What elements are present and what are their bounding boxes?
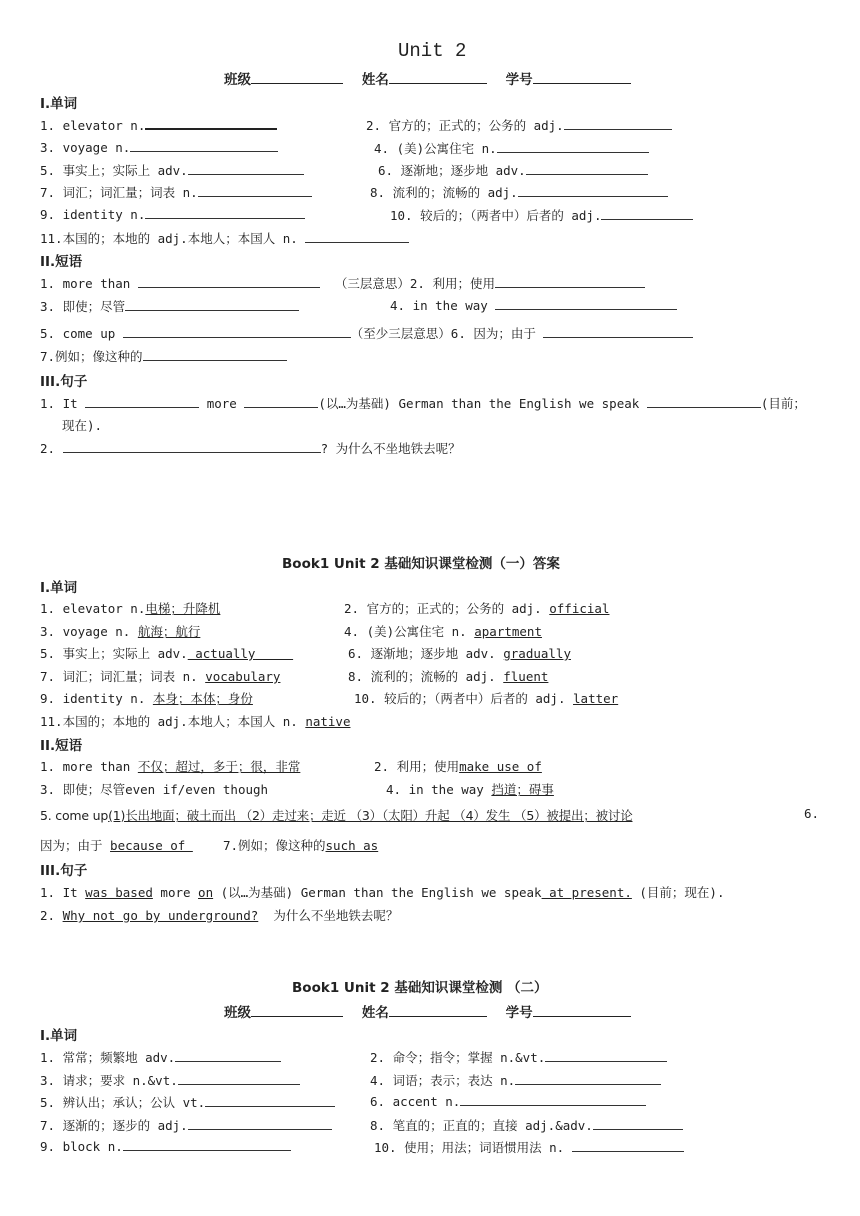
answer-vocab-10 (354, 689, 618, 707)
vocab-prompt: 10. 使用；用法；词语惯用法 n. (374, 1140, 565, 1155)
phrase-prompt: 7.例如；像这种的 (40, 349, 143, 364)
name-field[interactable] (389, 69, 487, 84)
answer-blank[interactable] (244, 395, 318, 408)
answer-text: such as (325, 838, 379, 853)
answer-blank[interactable] (545, 1049, 667, 1062)
answer-blank[interactable] (495, 297, 677, 310)
vocab-item-2 (370, 1048, 667, 1066)
answer-text: 航海；航行 (137, 624, 201, 639)
answer-blank[interactable] (123, 325, 351, 338)
sentence-text: 1. It (40, 885, 86, 900)
answer-text: gradually (503, 646, 571, 661)
answer-vocab-4 (344, 622, 542, 640)
vocab-prompt: 5. 事实上；实际上 adv. (40, 646, 188, 661)
answer-blank[interactable] (495, 275, 645, 288)
vocab-item-1 (40, 1048, 281, 1066)
vocab-prompt: 5. 辨认出；承认；公认 vt. (40, 1095, 206, 1110)
sentence-text: 1. It (40, 396, 78, 411)
vocab-prompt: 3. voyage n. (40, 624, 131, 639)
phrase-item-5 (40, 324, 693, 342)
sentence-text: (目前； (760, 396, 806, 411)
vocab-prompt: 3. voyage n. (40, 140, 131, 155)
phrase-prompt: 7.例如；像这种的 (222, 838, 326, 853)
class-label: 班级 (224, 72, 251, 88)
vocab-prompt: 6. accent n. (370, 1094, 461, 1109)
answer-text: official (549, 601, 610, 616)
sentence-text: more (206, 396, 237, 411)
phrase-prompt: 2. 利用；使用 (374, 759, 460, 774)
sentence-item-1-cont: 现在). (62, 418, 103, 433)
sentence-heading: III.句子 (40, 863, 88, 879)
student-info-header (224, 68, 631, 88)
answer-text: vocabulary (205, 669, 281, 684)
vocab-prompt: 3. 请求；要求 n.&vt. (40, 1073, 178, 1088)
quiz-two-title: Book1 Unit 2 基础知识课堂检测 （二） (292, 980, 548, 996)
vocab-item-6 (370, 1093, 646, 1109)
sentence-text: ? 为什么不坐地铁去呢？ (320, 441, 461, 456)
phrase-item-4 (390, 297, 677, 313)
phrase-prompt: 5. come up (40, 808, 109, 823)
answer-blank[interactable] (526, 162, 648, 175)
vocab-item-3 (40, 139, 278, 155)
vocab-item-5 (40, 1093, 335, 1111)
answer-blank[interactable] (175, 1049, 281, 1062)
answer-text: was based (85, 885, 153, 900)
answer-phrase-2 (374, 757, 542, 775)
answer-text: on (198, 885, 214, 900)
answer-phrase-6-number: 6. (804, 806, 820, 821)
answer-phrase-4 (386, 780, 554, 798)
answer-vocab-2 (344, 599, 609, 617)
phrase-note: （至少三层意思）6. 因为；由于 (350, 326, 536, 341)
answer-blank[interactable] (85, 395, 199, 408)
answer-blank[interactable] (130, 139, 278, 152)
answer-blank[interactable] (145, 116, 277, 130)
answer-blank[interactable] (188, 1117, 332, 1130)
answer-phrase-1 (40, 757, 300, 775)
answer-phrase-5 (40, 806, 633, 824)
answer-sentence-2 (40, 906, 398, 924)
name-field[interactable] (389, 1002, 487, 1017)
phrase-prompt: 因为；由于 (40, 838, 103, 853)
answer-text: Why not go by underground? (62, 908, 259, 923)
answer-text: 挡道；碍事 (491, 782, 554, 797)
answer-blank[interactable] (143, 348, 287, 361)
answer-vocab-8 (348, 667, 548, 685)
vocab-prompt: 2. 官方的；正式的；公务的 adj. (366, 118, 564, 133)
answer-text: because of (110, 838, 193, 853)
vocab-prompt: 10. 较后的；（两者中）后者的 adj. (354, 691, 566, 706)
vocab-item-8 (370, 183, 668, 201)
vocab-item-7 (40, 1116, 332, 1134)
answer-phrase-6 (40, 836, 378, 854)
answer-key-title: Book1 Unit 2 基础知识课堂检测（一）答案 (282, 556, 560, 572)
phrase-prompt: 5. come up (40, 326, 116, 341)
student-id-field[interactable] (533, 69, 631, 84)
vocab-item-9 (40, 1138, 291, 1154)
vocab-prompt: 4. 词语；表示；表达 n. (370, 1073, 516, 1088)
vocab-prompt: 8. 流利的；流畅的 adj. (370, 185, 518, 200)
vocab-heading: I.单词 (40, 96, 78, 112)
sentence-number: 2. (40, 908, 56, 923)
sentence-item-2 (40, 439, 461, 457)
answer-vocab-7 (40, 667, 280, 685)
phrase-prompt: 4. in the way (386, 782, 484, 797)
phrase-item-1 (40, 274, 645, 292)
answer-blank[interactable] (123, 1138, 291, 1151)
vocab-prompt: 7. 逐渐的；逐步的 adj. (40, 1118, 188, 1133)
answer-text: make use of (459, 759, 542, 774)
vocab-prompt: 9. identity n. (40, 207, 146, 222)
phrase-item-7 (40, 347, 287, 365)
class-field[interactable] (251, 1002, 343, 1017)
sentence-item-1 (40, 394, 806, 412)
vocab-prompt: 7. 词汇；词汇量；词表 n. (40, 185, 198, 200)
phrase-heading: II.短语 (40, 738, 83, 754)
vocab-prompt: 1. elevator n. (40, 118, 146, 133)
answer-text: actually (187, 646, 256, 661)
answer-text: apartment (474, 624, 542, 639)
answer-text: native (305, 714, 351, 729)
phrase-prompt: 1. more than (40, 276, 131, 291)
vocab-prompt: 11.本国的；本地的 adj.本地人；本国人 n. (40, 231, 298, 246)
vocab-item-4 (370, 1071, 661, 1089)
answer-text: 电梯；升降机 (145, 601, 221, 616)
answer-blank[interactable] (188, 162, 304, 175)
answer-blank[interactable] (125, 298, 299, 311)
answer-phrase-3: 3. 即使；尽管even if/even though (40, 782, 269, 797)
vocab-item-1 (40, 116, 277, 133)
answer-sentence-1 (40, 883, 724, 901)
answer-blank[interactable] (63, 440, 321, 453)
sentence-text: 为什么不坐地铁去呢？ (273, 908, 399, 923)
vocab-prompt: 9. identity n. (40, 691, 146, 706)
answer-blank[interactable] (178, 1072, 300, 1085)
answer-blank[interactable] (572, 1139, 684, 1152)
answer-blank[interactable] (205, 1094, 335, 1107)
name-label: 姓名 (361, 1005, 389, 1021)
answer-text: 本身；本体；身份 (152, 691, 253, 706)
vocab-prompt: 4. (美)公寓住宅 n. (344, 624, 467, 639)
vocab-heading: I.单词 (40, 1028, 78, 1044)
answer-blank[interactable] (543, 325, 693, 338)
answer-vocab-11 (40, 712, 350, 730)
answer-vocab-5 (40, 644, 293, 662)
sentence-text: (以…为基础) German than the English we speak (318, 396, 640, 411)
answer-vocab-1 (40, 599, 220, 617)
answer-text: at present. (541, 885, 632, 900)
vocab-item-10 (374, 1138, 684, 1156)
vocab-item-4 (374, 139, 649, 157)
sentence-heading: III.句子 (40, 374, 88, 390)
phrase-prompt: 1. more than (40, 759, 131, 774)
sentence-text: (目前；现在). (631, 885, 725, 900)
vocab-item-5 (40, 161, 304, 179)
answer-text: fluent (503, 669, 549, 684)
vocab-prompt: 1. elevator n. (40, 601, 146, 616)
answer-vocab-3 (40, 622, 200, 640)
vocab-item-9 (40, 206, 305, 222)
vocab-prompt: 6. 逐渐地；逐步地 adv. (378, 163, 526, 178)
answer-blank[interactable] (497, 140, 649, 153)
answer-blank[interactable] (593, 1117, 683, 1130)
vocab-item-11 (40, 229, 409, 247)
phrase-heading: II.短语 (40, 254, 83, 270)
vocab-prompt: 7. 词汇；词汇量；词表 n. (40, 669, 198, 684)
vocab-item-8 (370, 1116, 683, 1134)
vocab-prompt: 5. 事实上；实际上 adv. (40, 163, 188, 178)
sentence-text: more (152, 885, 199, 900)
phrase-prompt: 4. in the way (390, 298, 488, 313)
vocab-item-6 (378, 161, 648, 179)
answer-blank[interactable] (518, 184, 668, 197)
answer-vocab-6 (348, 644, 571, 662)
vocab-prompt: 10. 较后的；（两者中）后者的 adj. (390, 208, 602, 223)
vocab-heading: I.单词 (40, 580, 78, 596)
answer-blank[interactable] (647, 395, 761, 408)
sentence-text: (以…为基础) German than the English we speak (213, 885, 542, 900)
id-label: 学号 (505, 1005, 533, 1021)
answer-text: 不仅；超过，多于；很，非常 (137, 759, 301, 774)
answer-text: latter (573, 691, 619, 706)
vocab-item-3 (40, 1071, 300, 1089)
answer-blank[interactable] (564, 117, 672, 130)
answer-blank[interactable] (460, 1093, 646, 1106)
answer-text: (1)长出地面；破土而出 （2）走过来；走近 （3）（太阳）升起 （4）发生 （5）被提出；被讨论 (108, 808, 633, 823)
answer-vocab-9 (40, 689, 253, 707)
vocab-prompt: 9. block n. (40, 1139, 123, 1154)
student-id-field[interactable] (533, 1002, 631, 1017)
student-info-header (224, 1001, 631, 1021)
answer-blank[interactable] (138, 275, 320, 288)
vocab-prompt: 11.本国的；本地的 adj.本地人；本国人 n. (40, 714, 298, 729)
answer-blank[interactable] (198, 184, 312, 197)
class-field[interactable] (251, 69, 343, 84)
answer-blank[interactable] (601, 207, 693, 220)
phrase-item-3 (40, 297, 299, 315)
vocab-prompt: 1. 常常；频繁地 adv. (40, 1050, 176, 1065)
phrase-note: （三层意思）2. 利用；使用 (334, 276, 495, 291)
sentence-text: 2. (40, 441, 56, 456)
vocab-prompt: 4. (美)公寓住宅 n. (374, 141, 497, 156)
vocab-prompt: 2. 官方的；正式的；公务的 adj. (344, 601, 542, 616)
vocab-item-7 (40, 183, 312, 201)
vocab-prompt: 6. 逐渐地；逐步地 adv. (348, 646, 496, 661)
answer-blank[interactable] (515, 1072, 661, 1085)
vocab-item-10 (390, 206, 693, 224)
name-label: 姓名 (361, 72, 389, 88)
phrase-prompt: 3. 即使；尽管 (40, 299, 126, 314)
answer-blank[interactable] (305, 230, 409, 243)
vocab-item-2 (366, 116, 672, 134)
class-label: 班级 (224, 1005, 251, 1021)
vocab-prompt: 8. 笔直的；正直的；直接 adj.&adv. (370, 1118, 593, 1133)
answer-blank[interactable] (145, 206, 305, 219)
vocab-prompt: 8. 流利的；流畅的 adj. (348, 669, 496, 684)
id-label: 学号 (505, 72, 533, 88)
vocab-prompt: 2. 命令；指令；掌握 n.&vt. (370, 1050, 546, 1065)
page-title: Unit 2 (398, 40, 467, 62)
